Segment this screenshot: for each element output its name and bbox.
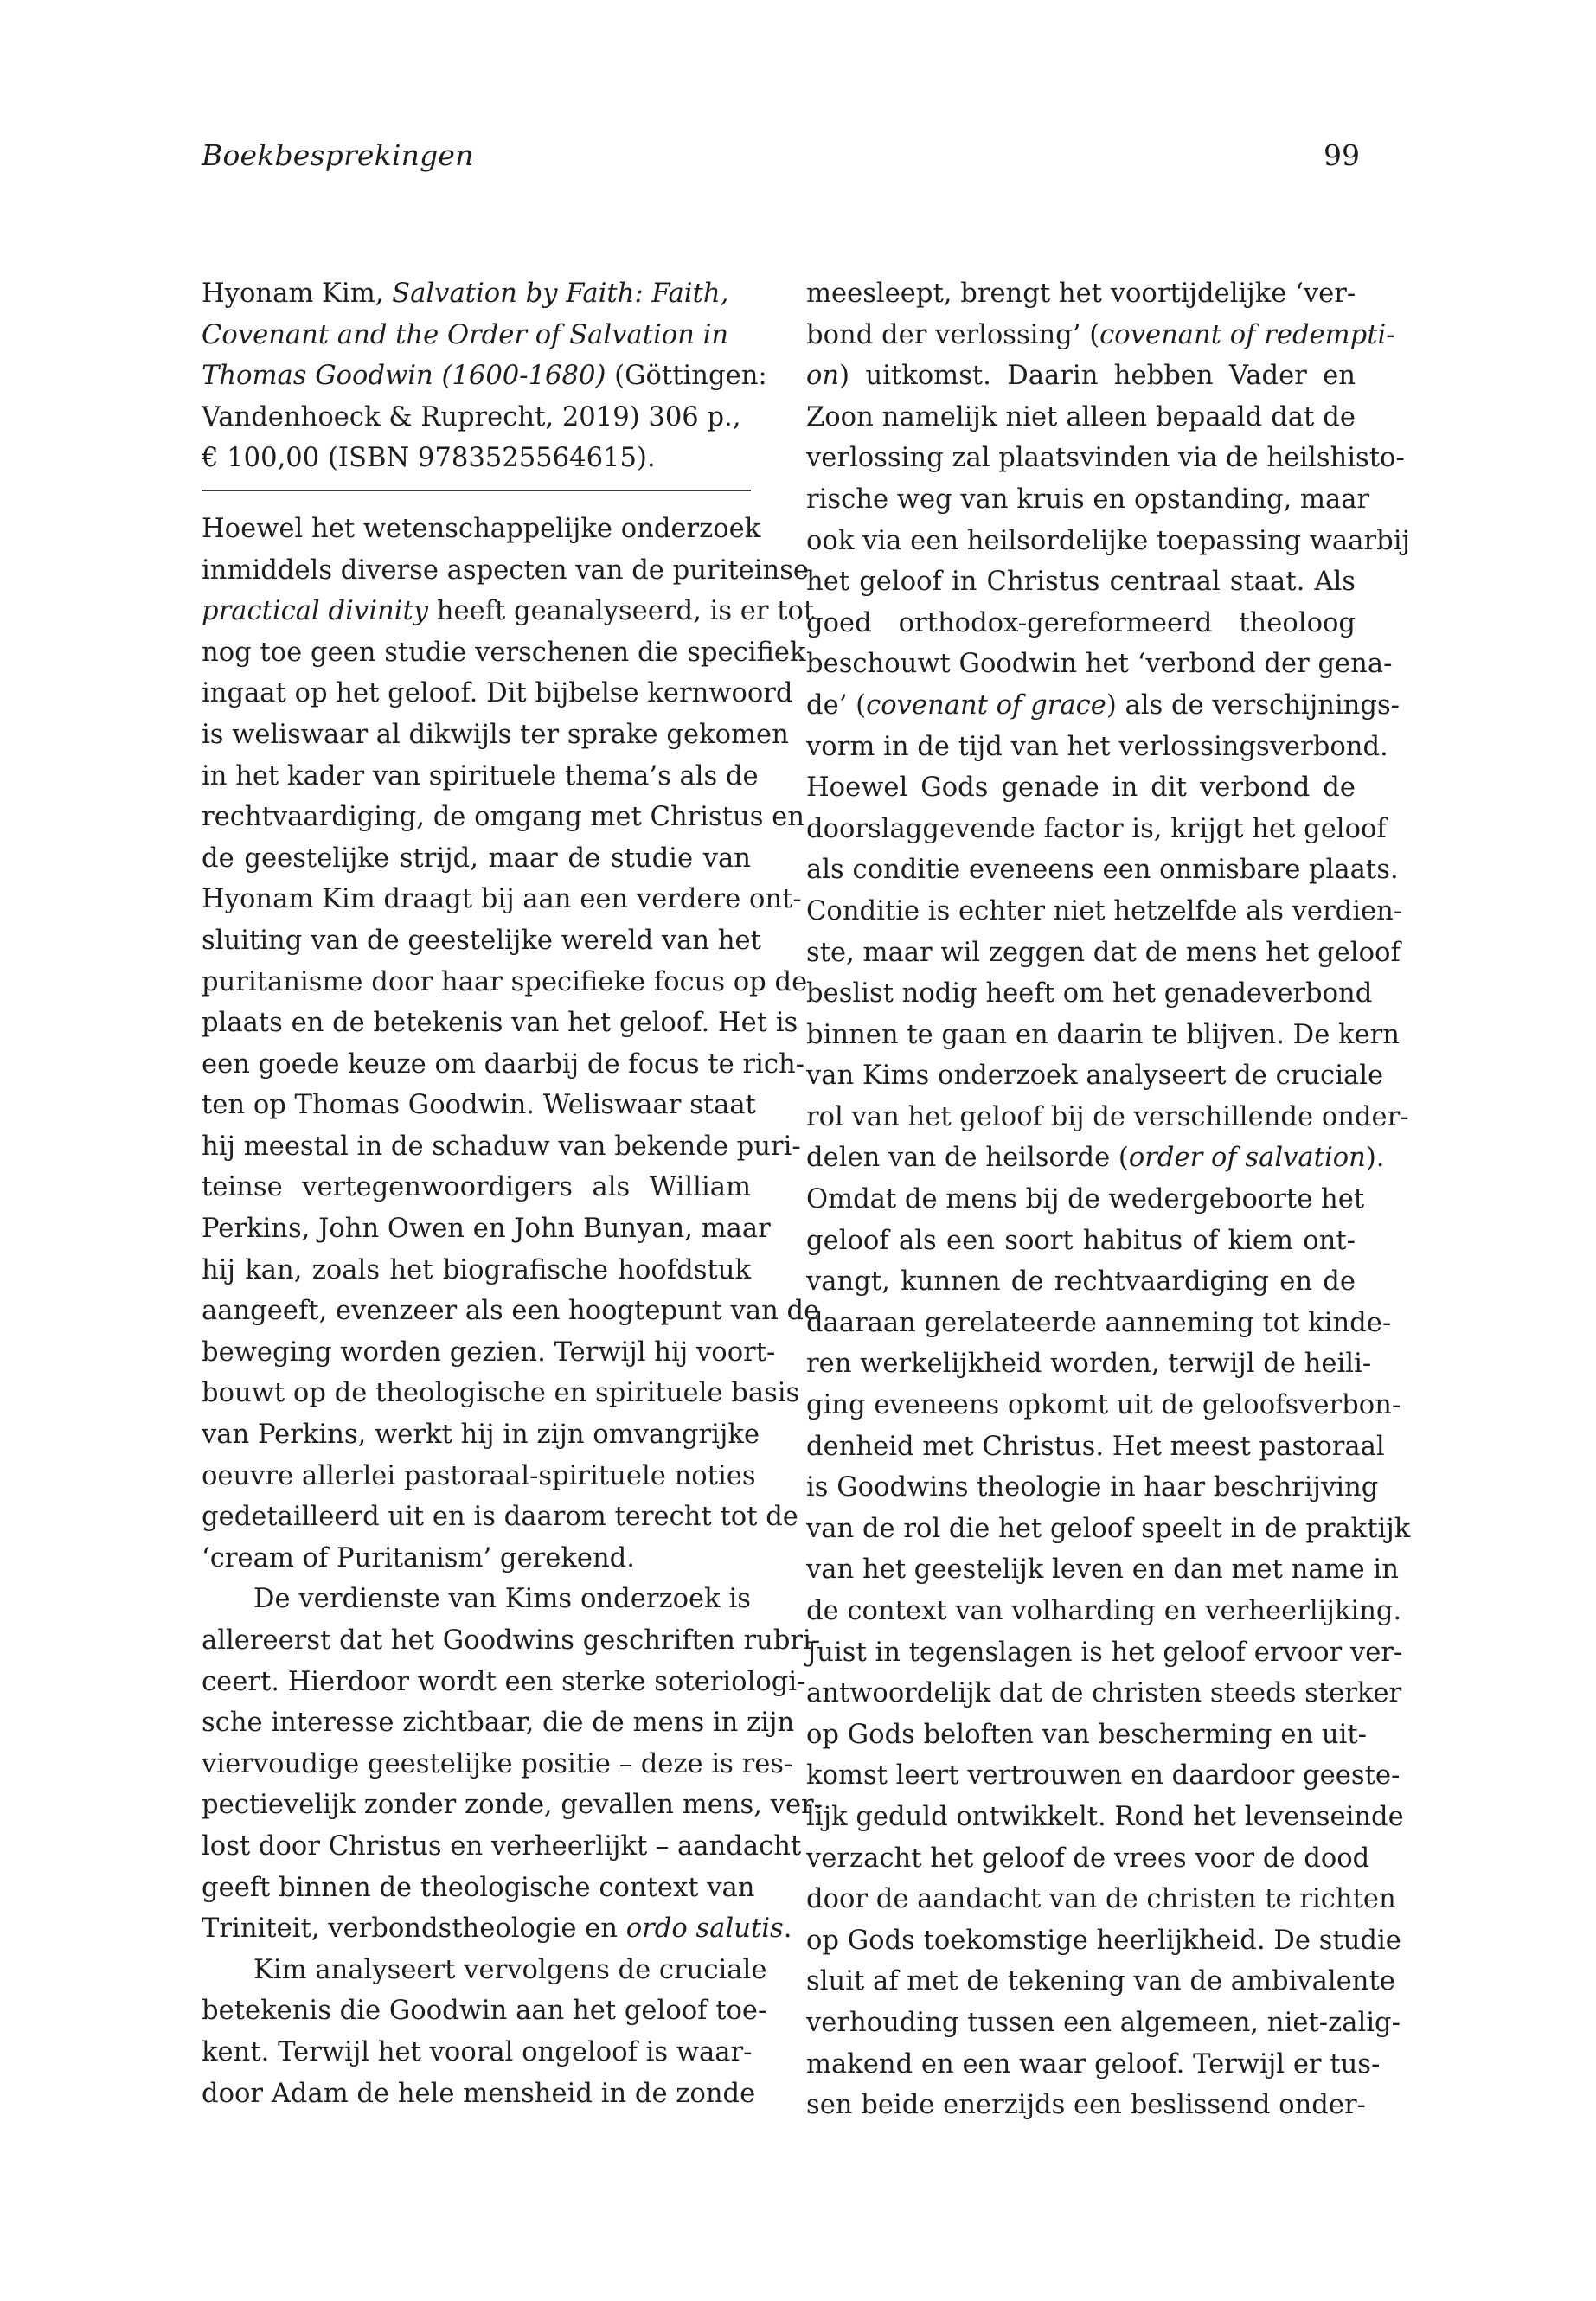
text-line: sluiting van de geestelijke wereld van het <box>202 925 761 956</box>
text-line: is Goodwins theologie in haar beschrijving <box>806 1472 1379 1503</box>
text-line: teinse vertegenwoordigers als William <box>202 1172 751 1203</box>
text-line: komst leert vertrouwen en daardoor geeste- <box>806 1760 1401 1791</box>
text-line: daaraan gerelateerde aanneming tot kinde- <box>806 1307 1392 1338</box>
text-line: Kim analyseert vervolgens de cruciale <box>253 1954 767 1985</box>
text-line: antwoordelijk dat de christen steeds sterker <box>806 1678 1402 1709</box>
text-line: ten op Thomas Goodwin. Weliswaar staat <box>202 1090 756 1121</box>
text-line: geeft binnen de theologische context van <box>202 1872 755 1903</box>
text-line: de geestelijke strijd, maar de studie van <box>202 843 751 874</box>
text-line: Hoewel Gods genade in dit verbond de <box>806 772 1356 804</box>
text-line: puritanisme door haar specifieke focus op de <box>202 966 808 997</box>
text-line: plaats en de betekenis van het geloof. Het is <box>202 1008 798 1039</box>
text-line: binnen te gaan en daarin te blijven. De kern <box>806 1019 1400 1050</box>
book-citation <box>202 273 767 479</box>
text-line: rische weg van kruis en opstanding, maar <box>806 484 1370 515</box>
text-line: allereerst dat het Goodwins geschriften rubri- <box>202 1625 821 1656</box>
text-line: hij meestal in de schaduw van bekende puri- <box>202 1131 801 1162</box>
text-line: sen beide enerzijds een beslissend onder- <box>806 2090 1366 2121</box>
text-line: Perkins, John Owen en John Bunyan, maar <box>202 1214 771 1245</box>
text-line: door de aandacht van de christen te richten <box>806 1884 1396 1915</box>
text-line: practical divinity heeft geanalyseerd, is er tot <box>202 596 815 627</box>
text-line: rechtvaardiging, de omgang met Christus en <box>202 802 804 833</box>
text-line: De verdienste van Kims onderzoek is <box>253 1584 751 1615</box>
text-line: delen van de heilsorde (order of salvation). <box>806 1143 1385 1174</box>
text-line: hij kan, zoals het biografische hoofdstuk <box>202 1254 751 1285</box>
text-line: in het kader van spirituele thema’s als de <box>202 760 759 792</box>
text-line: beschouwt Goodwin het ‘verbond der gena- <box>806 649 1393 680</box>
page-number: 99 <box>1324 138 1360 172</box>
text-line: bond der verlossing’ (covenant of redempti- <box>806 319 1395 350</box>
citation-line: Vandenhoeck & Ruprecht, 2019) 306 p., <box>202 401 741 433</box>
text-line: Juist in tegenslagen is het geloof ervoor ver- <box>806 1637 1403 1668</box>
text-line: de’ (covenant of grace) als de verschijnings- <box>806 689 1401 721</box>
running-title: Boekbesprekingen <box>202 138 474 172</box>
text-line: ging eveneens opkomt uit de geloofsverbon- <box>806 1390 1401 1421</box>
text-line: de context van volharding en verheerlijking. <box>806 1596 1402 1626</box>
text-line: Zoon namelijk niet alleen bepaald dat de <box>806 401 1356 433</box>
left-column <box>202 273 824 2114</box>
text-line: meesleept, brengt het voortijdelijke ‘ver- <box>806 279 1356 309</box>
text-line: van de rol die het geloof speelt in de praktijk <box>806 1513 1411 1544</box>
text-line: van het geestelijk leven en dan met name in <box>806 1554 1399 1586</box>
text-line: het geloof in Christus centraal staat. Als <box>806 567 1356 598</box>
text-line: vangt, kunnen de rechtvaardiging en de <box>806 1266 1356 1298</box>
text-line: beweging worden gezien. Terwijl hij voort- <box>202 1336 776 1368</box>
text-line: aangeeft, evenzeer als een hoogtepunt van de <box>202 1296 820 1327</box>
text-line: ‘cream of Puritanism’ gerekend. <box>202 1542 635 1574</box>
text-line: nog toe geen studie verschenen die specifiek <box>202 637 806 668</box>
review-body-right <box>806 273 1411 2126</box>
text-line: Triniteit, verbondstheologie en ordo salutis. <box>202 1913 792 1945</box>
text-line: rol van het geloof bij de verschillende onder- <box>806 1101 1409 1132</box>
text-line: Conditie is echter niet hetzelfde als verdien- <box>806 895 1403 926</box>
text-line: ook via een heilsordelijke toepassing waarbij <box>806 525 1410 556</box>
text-line: ste, maar wil zeggen dat de mens het geloof <box>806 937 1401 968</box>
text-line: lost door Christus en verheerlijkt – aandacht <box>202 1830 802 1862</box>
text-line: door Adam de hele mensheid in de zonde <box>202 2078 756 2109</box>
text-line: gedetailleerd uit en is daarom terecht tot de <box>202 1502 798 1533</box>
text-line: kent. Terwijl het vooral ongeloof is waar- <box>202 2036 753 2067</box>
text-line: van Kims onderzoek analyseert de cruciale <box>806 1061 1384 1092</box>
text-line: ingaat op het geloof. Dit bijbelse kernwoord <box>202 678 793 709</box>
text-line: ceert. Hierdoor wordt een sterke soteriologi- <box>202 1666 806 1697</box>
citation-line: Thomas Goodwin (1600-1680) (Göttingen: <box>202 361 767 392</box>
text-line: denheid met Christus. Het meest pastoraal <box>806 1431 1385 1462</box>
text-line: ren werkelijkheid worden, terwijl de heili- <box>806 1349 1372 1380</box>
text-line: als conditie eveneens een onmisbare plaats. <box>806 855 1399 886</box>
text-line: bouwt op de theologische en spirituele basis <box>202 1378 800 1409</box>
text-line: on) uitkomst. Daarin hebben Vader en <box>806 361 1356 392</box>
text-line: vorm in de tijd van het verlossingsverbond. <box>806 731 1388 762</box>
text-line: verzacht het geloof de vrees voor de dood <box>806 1843 1370 1874</box>
text-line: verlossing zal plaatsvinden via de heilshisto- <box>806 443 1405 474</box>
text-line: lijk geduld ontwikkelt. Rond het levenseinde <box>806 1801 1404 1832</box>
text-line: pectievelijk zonder zonde, gevallen mens, ver- <box>202 1790 824 1821</box>
citation-line: Hyonam Kim, Salvation by Faith: Faith, <box>202 279 729 309</box>
text-line: oeuvre allerlei pastoraal-spirituele noties <box>202 1460 756 1491</box>
text-line: Hyonam Kim draagt bij aan een verdere ont- <box>202 884 802 915</box>
citation-divider <box>202 490 751 491</box>
text-line: makend en een waar geloof. Terwijl er tus- <box>806 2048 1381 2080</box>
text-line: Hoewel het wetenschappelijke onderzoek <box>202 513 761 544</box>
text-line: op Gods toekomstige heerlijkheid. De studie <box>806 1925 1401 1956</box>
text-line: verhouding tussen een algemeen, niet-zalig- <box>806 2007 1401 2038</box>
text-line: op Gods beloften van bescherming en uit- <box>806 1719 1368 1750</box>
right-column <box>806 273 1411 2126</box>
text-line: geloof als een soort habitus of kiem ont- <box>806 1225 1356 1256</box>
text-line: inmiddels diverse aspecten van de puriteinse <box>202 554 810 586</box>
citation-line: € 100,00 (ISBN 9783525564615). <box>202 443 656 474</box>
text-line: betekenis die Goodwin aan het geloof toe- <box>202 1996 767 2027</box>
text-line: doorslaggevende factor is, krijgt het geloof <box>806 813 1387 844</box>
review-body-left <box>202 509 824 2114</box>
text-line: goed orthodox-gereformeerd theoloog <box>806 607 1356 638</box>
text-line: een goede keuze om daarbij de focus te rich- <box>202 1048 805 1080</box>
citation-line: Covenant and the Order of Salvation in <box>202 319 729 350</box>
text-line: van Perkins, werkt hij in zijn omvangrijke <box>202 1420 760 1451</box>
text-line: is weliswaar al dikwijls ter sprake gekomen <box>202 719 789 750</box>
text-line: beslist nodig heeft om het genadeverbond <box>806 978 1373 1009</box>
text-line: Omdat de mens bij de wedergeboorte het <box>806 1184 1365 1215</box>
text-line: viervoudige geestelijke positie – deze is res- <box>202 1748 793 1779</box>
text-line: sche interesse zichtbaar, die de mens in zijn <box>202 1708 795 1739</box>
text-line: sluit af met de tekening van de ambivalente <box>806 1966 1395 1997</box>
